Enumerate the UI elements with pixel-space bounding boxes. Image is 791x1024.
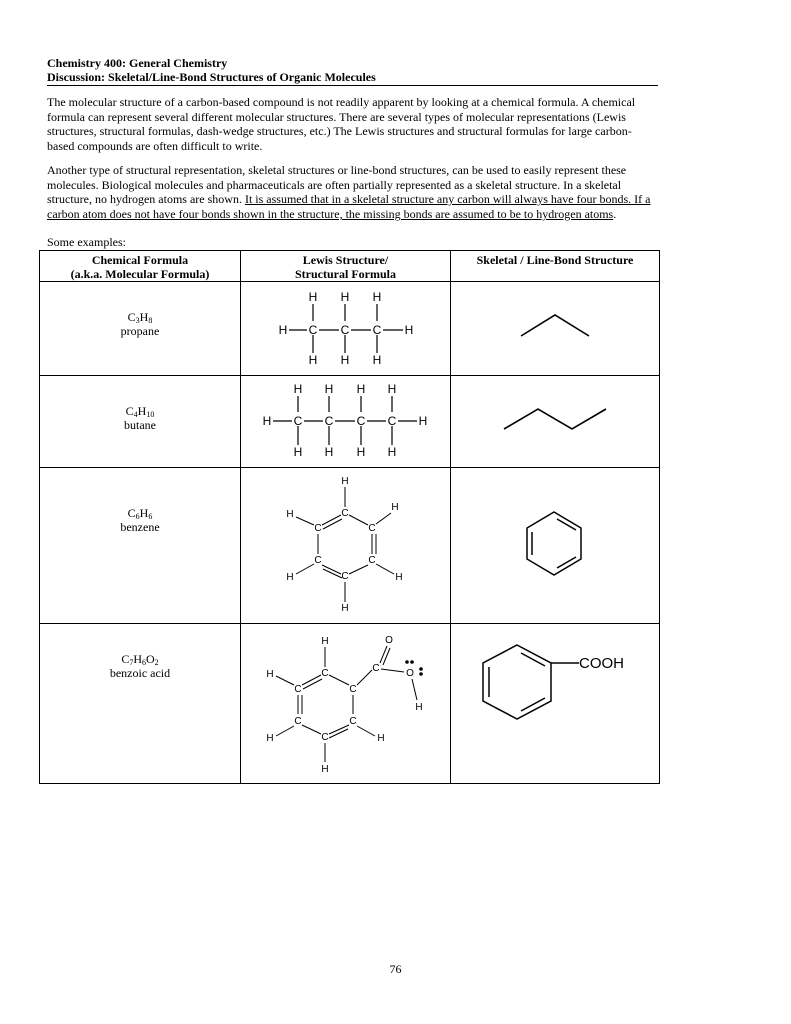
formula-cell: [40, 376, 241, 468]
svg-text:C: C: [294, 684, 302, 695]
molecular-formula: $C_4H_{10}$: [125, 404, 155, 419]
svg-text:H: H: [340, 290, 350, 304]
svg-text:C: C: [368, 523, 376, 534]
svg-text:H: H: [293, 445, 303, 459]
skeletal-structure-benzene: [451, 468, 660, 624]
svg-text:C: C: [314, 555, 322, 566]
header-rule: [47, 85, 658, 86]
header-col1-line1: Chemical Formula: [91, 253, 189, 267]
svg-text:H: H: [262, 414, 272, 428]
svg-text:H: H: [293, 382, 303, 396]
svg-text:H: H: [377, 733, 385, 744]
svg-text:H: H: [418, 414, 428, 428]
formula-cell: [40, 624, 241, 784]
skeletal-structure-propane: [451, 282, 660, 376]
svg-text:C: C: [349, 684, 357, 695]
table-row: [40, 468, 660, 624]
svg-text:C: C: [294, 716, 302, 727]
svg-text:H: H: [308, 290, 318, 304]
header-col2-line1: Lewis Structure/: [302, 253, 389, 267]
lewis-structure-butane: [241, 376, 451, 468]
document-header: [47, 56, 658, 84]
p2-end: .: [613, 207, 617, 222]
svg-text:H: H: [341, 603, 349, 614]
svg-text:H: H: [324, 382, 334, 396]
header-chemical-formula: [40, 251, 241, 282]
intro-paragraph-2: [47, 163, 658, 222]
header-col2-line2: Structural Formula: [295, 267, 396, 281]
intro-paragraph-1: The molecular structure of a carbon-based compound is not readily apparent by looking at a chemical formula. A chemical formula can represent several different molecular structures. There are several types of molecular representations (Lewis structures, structural formulas, dash-wedge structures, etc.) The Lewis structures and structural formulas for large carbon-based compounds are often difficult to write.: [47, 95, 636, 154]
course-title: Chemistry 400: General Chemistry: [47, 56, 228, 70]
svg-text:C: C: [340, 323, 350, 337]
compound-name: propane: [120, 324, 160, 338]
svg-text:C: C: [372, 323, 382, 337]
p2-text: Another type of structural representation, skeletal structures or line-bond structures, can be used to easily represent these molecules. Biological molecules and pharmaceuticals are often partially represented as a skeletal structure. In a skeletal structure, no hydrogen atoms are shown.: [47, 163, 627, 207]
formula-cell: [40, 468, 241, 624]
svg-text:O: O: [385, 635, 393, 646]
examples-table: [39, 250, 660, 784]
skeletal-structure-benzoic-acid: [451, 624, 660, 784]
compound-name: benzene: [120, 520, 160, 534]
header-col1-line2: (a.k.a. Molecular Formula): [70, 267, 210, 281]
lewis-structure-propane: [241, 282, 451, 376]
header-col3: Skeletal / Line-Bond Structure: [476, 253, 634, 267]
p2-underlined-rule: It is assumed that in a skeletal structure any carbon will always have four bonds. If a carbon atom does not have four bonds shown in the structure, the missing bonds are assumed to be to hydrogen atoms: [47, 192, 651, 222]
svg-text:O: O: [406, 668, 414, 679]
svg-text:C: C: [387, 414, 397, 428]
molecular-formula: $C_6H_6$: [127, 506, 153, 521]
table-row: [40, 282, 660, 376]
svg-text:H: H: [286, 572, 294, 583]
svg-text:C: C: [341, 571, 349, 582]
svg-text:H: H: [356, 445, 366, 459]
svg-text:C: C: [349, 716, 357, 727]
svg-text:H: H: [286, 509, 294, 520]
discussion-title: Discussion: Skeletal/Line-Bond Structures of Organic Molecules: [47, 70, 376, 84]
svg-text:H: H: [387, 445, 397, 459]
cooh-label: COOH: [579, 655, 624, 672]
svg-text:H: H: [278, 323, 288, 337]
svg-text:H: H: [340, 353, 350, 367]
svg-text:H: H: [321, 636, 329, 647]
examples-label: Some examples:: [47, 235, 126, 249]
svg-text:C: C: [321, 668, 329, 679]
molecular-formula: $C_7H_6O_2$: [121, 652, 159, 667]
svg-text:H: H: [404, 323, 414, 337]
svg-text:H: H: [395, 572, 403, 583]
svg-text:C: C: [324, 414, 334, 428]
table-header-row: [40, 251, 660, 282]
formula-cell: [40, 282, 241, 376]
svg-text:C: C: [321, 732, 329, 743]
svg-text:H: H: [415, 702, 423, 713]
svg-text:H: H: [324, 445, 334, 459]
svg-text:C: C: [372, 663, 380, 674]
molecular-formula: $C_3H_8$: [127, 310, 153, 325]
svg-text:H: H: [321, 764, 329, 775]
svg-text:H: H: [266, 733, 274, 744]
svg-text:C: C: [368, 555, 376, 566]
svg-text:H: H: [266, 669, 274, 680]
svg-text:H: H: [391, 502, 399, 513]
svg-text:H: H: [387, 382, 397, 396]
header-lewis-structure: [241, 251, 451, 282]
header-skeletal-structure: [451, 251, 660, 282]
svg-text:H: H: [356, 382, 366, 396]
svg-text:C: C: [293, 414, 303, 428]
svg-text:H: H: [372, 290, 382, 304]
skeletal-structure-butane: [451, 376, 660, 468]
svg-text:H: H: [372, 353, 382, 367]
svg-text:C: C: [314, 523, 322, 534]
compound-name: butane: [124, 418, 156, 432]
lewis-structure-benzene: [241, 468, 451, 624]
svg-text:H: H: [341, 476, 349, 487]
svg-text:C: C: [356, 414, 366, 428]
svg-text:C: C: [341, 508, 349, 519]
lewis-structure-benzoic-acid: [241, 624, 451, 784]
table-row: [40, 624, 660, 784]
page-number: 76: [389, 962, 402, 976]
compound-name: benzoic acid: [109, 666, 171, 680]
table-row: [40, 376, 660, 468]
svg-text:H: H: [308, 353, 318, 367]
svg-text:C: C: [308, 323, 318, 337]
